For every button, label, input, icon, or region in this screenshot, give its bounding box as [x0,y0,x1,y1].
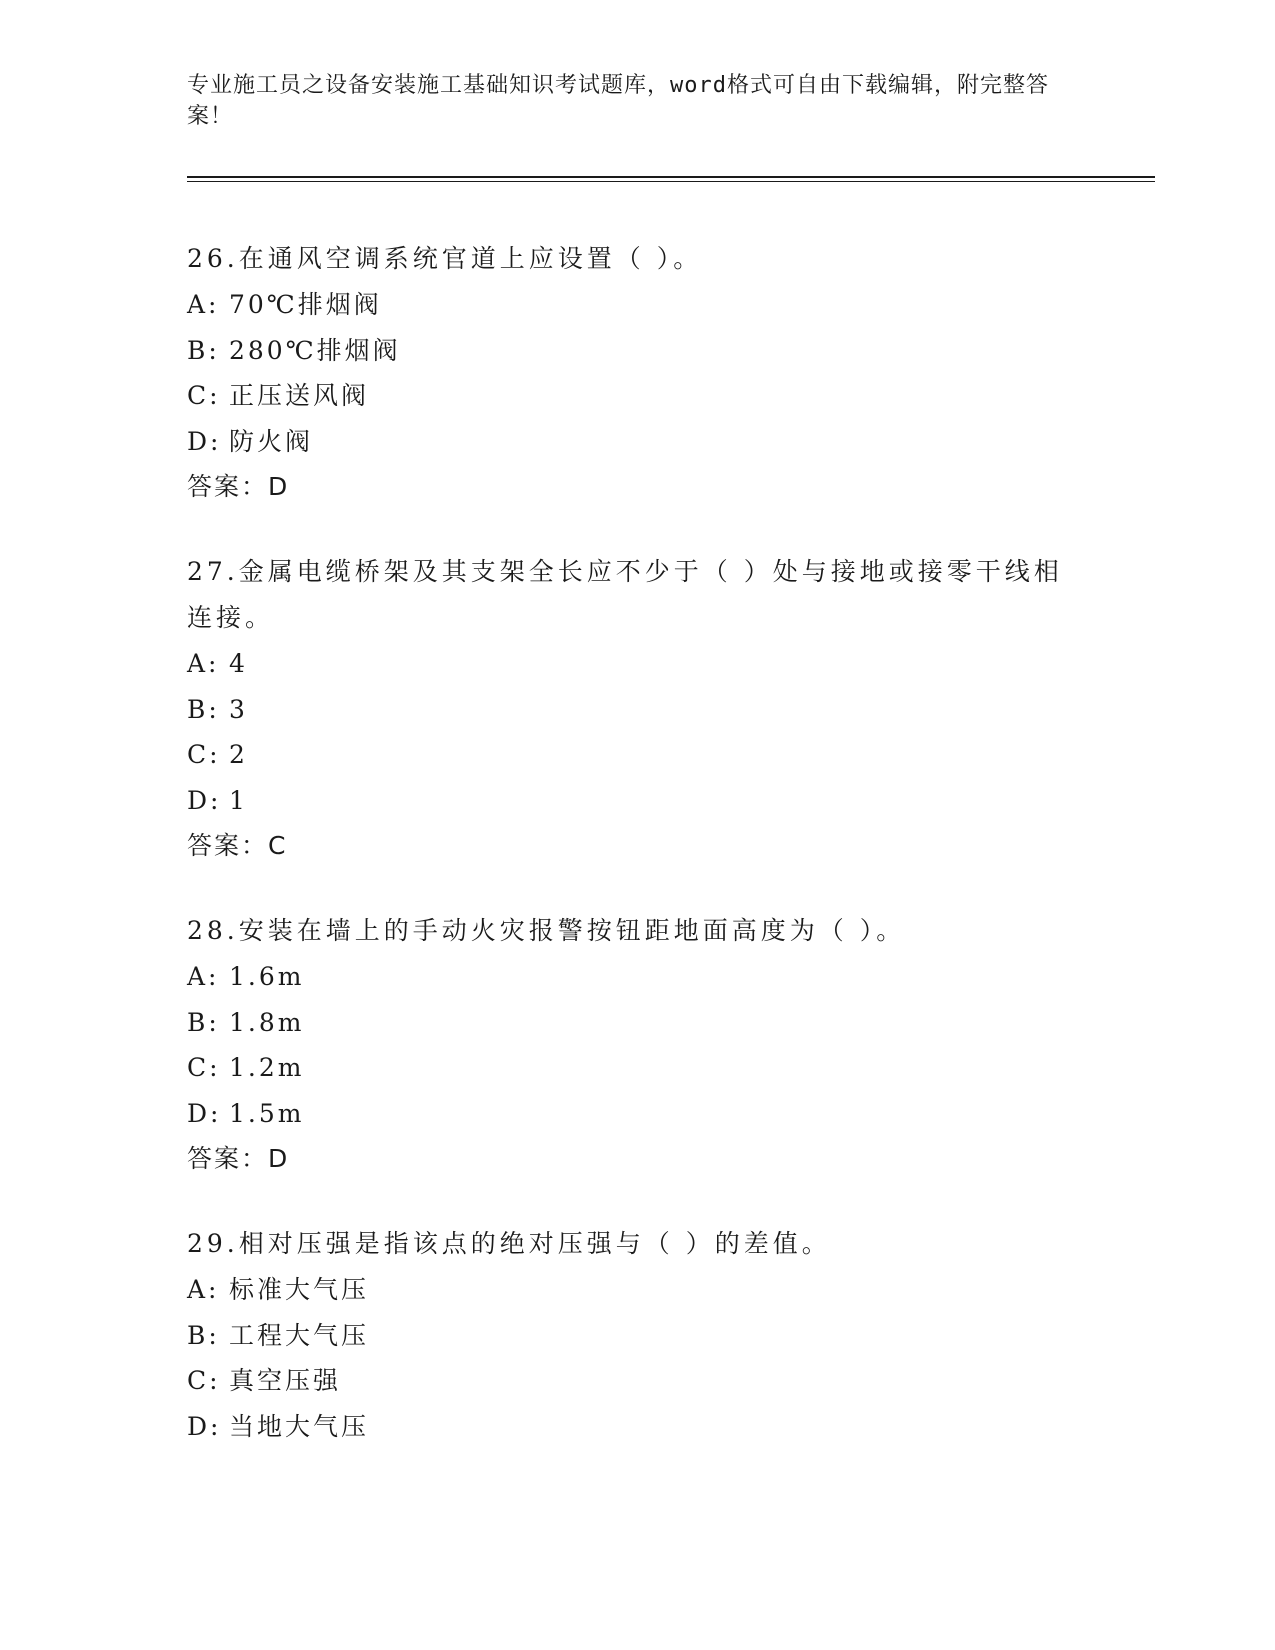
answer-line: 答案：D [187,472,290,501]
question-stem: 26.在通风空调系统官道上应设置（ ）。 [187,244,703,273]
option-key: A: [187,962,220,991]
option-key: C: [187,381,221,410]
answer-line: 答案：D [187,1144,290,1173]
option-text: 1.8m [229,1007,305,1037]
option-c [187,373,1155,419]
option-c [187,732,1155,778]
option-key: B: [187,694,220,724]
option-key: D: [187,426,222,456]
header-divider-thin [187,181,1155,182]
answer-line: 答案：C [187,831,288,860]
option-b [187,1000,1155,1046]
option-c [187,1358,1155,1404]
option-key: A: [187,290,220,319]
option-text: 1.6m [229,962,305,991]
option-key: B: [187,1320,220,1350]
question-28 [187,908,1155,1182]
option-text: 2 [229,740,248,769]
option-key: D: [187,1098,222,1128]
option-key: D: [187,1411,222,1441]
option-text: 1.2m [229,1053,305,1082]
document-page [187,70,1155,1441]
question-26 [187,236,1155,510]
option-d [187,778,1155,824]
option-b [187,328,1155,374]
header-divider [187,176,1155,178]
option-text: 正压送风阀 [229,381,370,410]
option-a [187,1267,1155,1313]
question-stem: 29.相对压强是指该点的绝对压强与（ ）的差值。 [187,1229,831,1258]
option-text: 标准大气压 [229,1275,370,1304]
option-b [187,1313,1155,1359]
option-text: 真空压强 [229,1366,342,1395]
option-d [187,419,1155,465]
option-key: B: [187,335,220,365]
option-text: 70℃排烟阀 [229,290,382,319]
option-a [187,641,1155,687]
option-a [187,282,1155,328]
option-text: 4 [229,649,248,678]
option-text: 当地大气压 [229,1411,370,1441]
option-key: C: [187,1053,221,1082]
option-text: 3 [229,694,248,724]
document-header: 专业施工员之设备安装施工基础知识考试题库，word格式可自由下载编辑，附完整答案！ [187,73,1049,129]
option-text: 1.5m [229,1098,305,1128]
option-key: C: [187,1366,221,1395]
question-list [187,236,1155,1488]
question-stem: 27.金属电缆桥架及其支架全长应不少于（ ）处与接地或接零干线相连接。 [187,557,1063,632]
option-key: A: [187,1275,220,1304]
option-b [187,687,1155,733]
question-29 [187,1221,1155,1449]
option-key: D: [187,785,222,815]
option-text: 工程大气压 [229,1320,370,1350]
option-text: 防火阀 [229,426,314,456]
option-key: A: [187,649,220,678]
option-d [187,1404,1155,1450]
option-c [187,1045,1155,1091]
option-text: 1 [229,785,248,815]
question-27 [187,549,1155,869]
option-key: C: [187,740,221,769]
question-stem: 28.安装在墙上的手动火灾报警按钮距地面高度为（ ）。 [187,916,906,945]
option-a [187,954,1155,1000]
option-key: B: [187,1007,220,1037]
option-text: 280℃排烟阀 [229,335,401,365]
option-d [187,1091,1155,1137]
